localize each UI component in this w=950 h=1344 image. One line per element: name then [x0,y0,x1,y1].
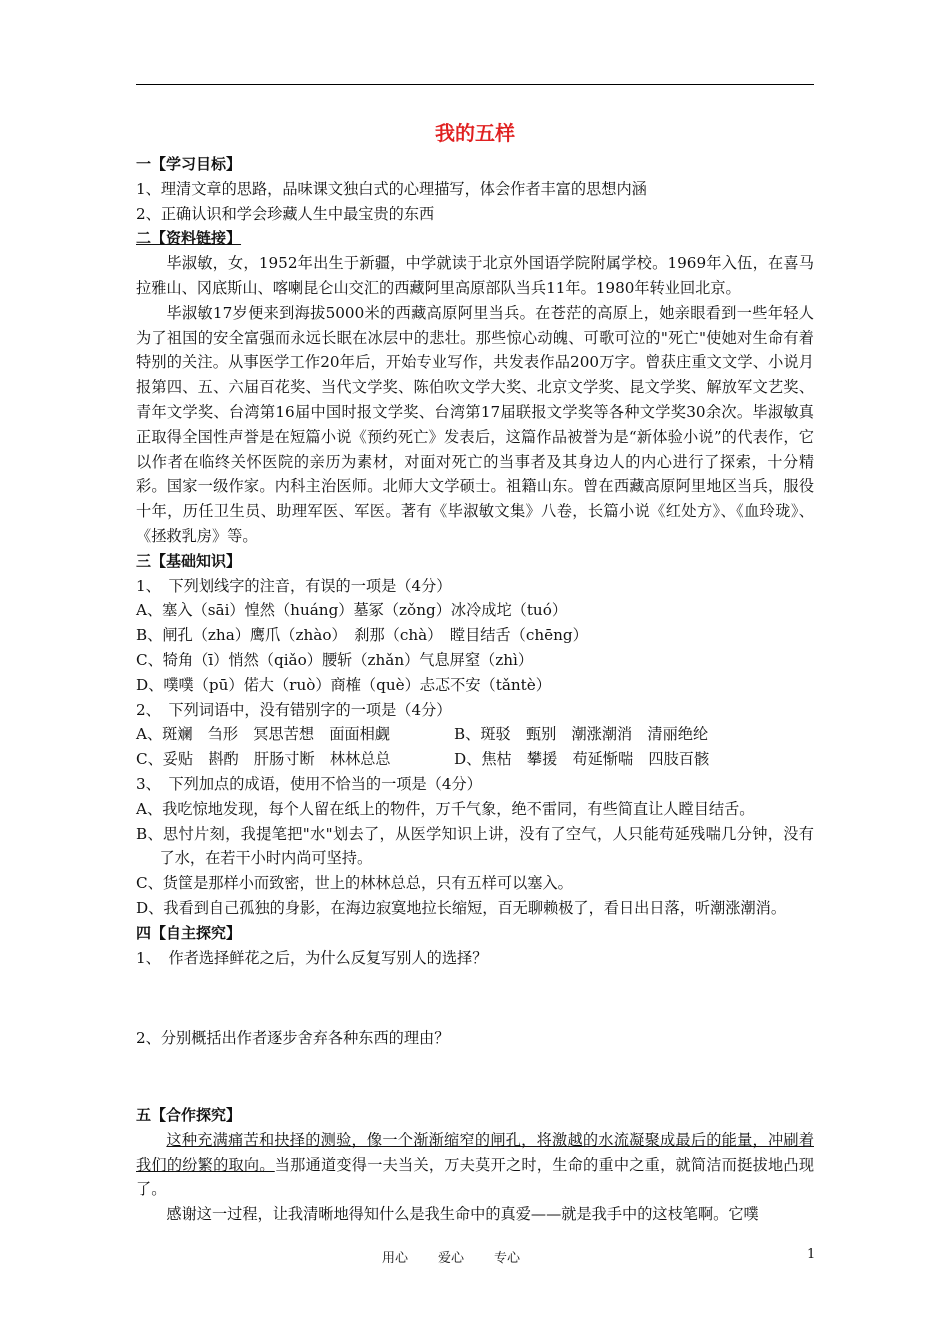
goal-item: 2、正确认识和学会珍藏人生中最宝贵的东西 [136,204,435,223]
inquiry-question-2: 2、分别概括出作者逐步舍弃各种东西的理由？ [136,1029,450,1048]
section-number: 五 [136,1106,152,1125]
option-item: D、噗噗（pū）偌大（ruò）商榷（què）忐忑不安（tǎntè） [136,675,551,694]
section-heading-self-study [136,921,814,946]
question-3: 3、 下列加点的成语，使用不恰当的一项是（4分） [136,774,482,793]
excerpt-paragraph [136,1128,814,1202]
footer-word: 用心 [382,1251,409,1266]
option-row [136,747,814,772]
question-2: 2、 下列词语中，没有错别字的一项是（4分） [136,700,452,719]
header-rule [136,84,814,85]
section-number: 二 [136,229,152,248]
option-item: D、我看到自己孤独的身影，在海边寂寞地拉长缩短，百无聊赖极了，看日出日落，听潮涨潮消。 [136,898,787,917]
excerpt-text: 当那通道变得一夫当关，万夫莫开之时，生命的重中之重，就简洁而挺拔地凸现了。 [136,1155,815,1199]
footer-motto [382,1247,550,1266]
footer-word: 专心 [494,1251,521,1266]
section-heading-cooperation [136,1103,814,1128]
bio-paragraph: 毕淑敏，女，1952年出生于新疆，中学就读于北京外国语学院附属学校。1969年入伍，在喜马拉雅山、冈底斯山、喀喇昆仑山交汇的西藏阿里高原部队当兵11年。1980年转业回北京。 [136,254,814,297]
section-heading-links [136,226,814,251]
option-item: D、焦枯 攀援 苟延惭喘 四肢百骸 [454,750,710,769]
option-item: C、妥贴 斟酌 肝肠寸断 林林总总 [136,750,391,769]
section-number: 三 [136,551,152,570]
excerpt-paragraph: 感谢这一过程，让我清晰地得知什么是我生命中的真爱——就是我手中的这枝笔啊。它噗 [166,1205,759,1224]
page-number: 1 [807,1247,816,1262]
option-item: B、斑驳 甄别 潮涨潮消 清丽绝纶 [454,725,709,744]
section-title: 【自主探究】 [151,923,242,942]
option-row [136,722,814,747]
option-item: A、斑斓 刍形 冥思苦想 面面相觑 [136,725,390,744]
option-item: C、犄角（ī）悄然（qiǎo）腰斩（zhǎn）气息屏窒（zhì） [136,650,534,669]
option-item: A、我吃惊地发现，每个人留在纸上的物件，万千气象，绝不雷同，有些简直让人瞠目结舌。 [136,799,755,818]
document-body [136,118,814,1227]
option-item: A、塞入（sāi）惶然（huáng）墓冢（zǒng）冰冷成坨（tuó） [136,601,568,620]
section-number: 四 [136,923,152,942]
option-item: B、闸孔（zha）鹰爪（zhào） 刹那（chà） 瞠目结舌（chēng） [136,626,588,645]
goal-item: 1、理清文章的思路，品味课文独白式的心理描写，体会作者丰富的思想内涵 [136,179,647,198]
section-number: 一 [136,155,152,173]
document-title: 我的五样 [435,121,515,145]
section-title: 【学习目标】 [151,155,242,173]
section-heading-goals [136,152,814,177]
inquiry-question-1: 1、 作者选择鲜花之后，为什么反复写别人的选择？ [136,948,488,967]
bio-paragraph: 毕淑敏17岁便来到海拔5000米的西藏高原阿里当兵。在苍茫的高原上，她亲眼看到一些年轻人为了祖国的安全富强而永远长眠在冰层中的悲壮。那些惊心动魄、可歌可泣的"死亡"使她对生命有着特别的关注。从事医学工作20年后，开始专业写作，共发表作品200万字。曾获庄重文文学、小说月报第四、五、六届百花奖、当代文学奖、陈伯吹文学大奖、北京文学奖、昆文学奖、解放军文艺奖、青年文学奖、台湾第16届中国时报文学奖、台湾第17届联报文学奖等各种文学奖30余次。毕淑敏真正取得全国性声誉是在短篇小说《预约死亡》发表后，这篇作品被誉为是“新体验小说”的代表作，它以作者在临终关怀医院的亲历为素材，对面对死亡的当事者及其身边人的内心进行了探索，十分精彩。国家一级作家。内科主治医师。北师大文学硕士。祖籍山东。曾在西藏高原阿里地区当兵，服役十年，历任卫生员、助理军医、军医。著有《毕淑敏文集》八卷，长篇小说《红处方》、《血玲珑》、《拯救乳房》等。 [136,303,814,545]
section-title: 【合作探究】 [151,1106,242,1125]
section-title: 【资料链接】 [151,229,242,248]
option-item: C、货筐是那样小而致密，世上的林林总总，只有五样可以塞入。 [136,874,573,893]
section-title: 【基础知识】 [151,551,242,570]
section-heading-basics [136,549,814,574]
footer-word: 爱心 [438,1251,465,1266]
option-item: B、思忖片刻，我提笔把"水"划去了，从医学知识上讲，没有了空气，人只能苟延残喘几分钟，没有了水，在若干小时内尚可坚持。 [136,824,814,868]
question-1: 1、 下列划线字的注音，有误的一项是（4分） [136,576,452,595]
underlined-excerpt: 这种充满痛苦和抉择的测验，像一个渐渐缩窄的闸孔，将激越的水流凝聚成最后的能量，冲刷着我们的纷繁的取向。 [136,1130,814,1174]
